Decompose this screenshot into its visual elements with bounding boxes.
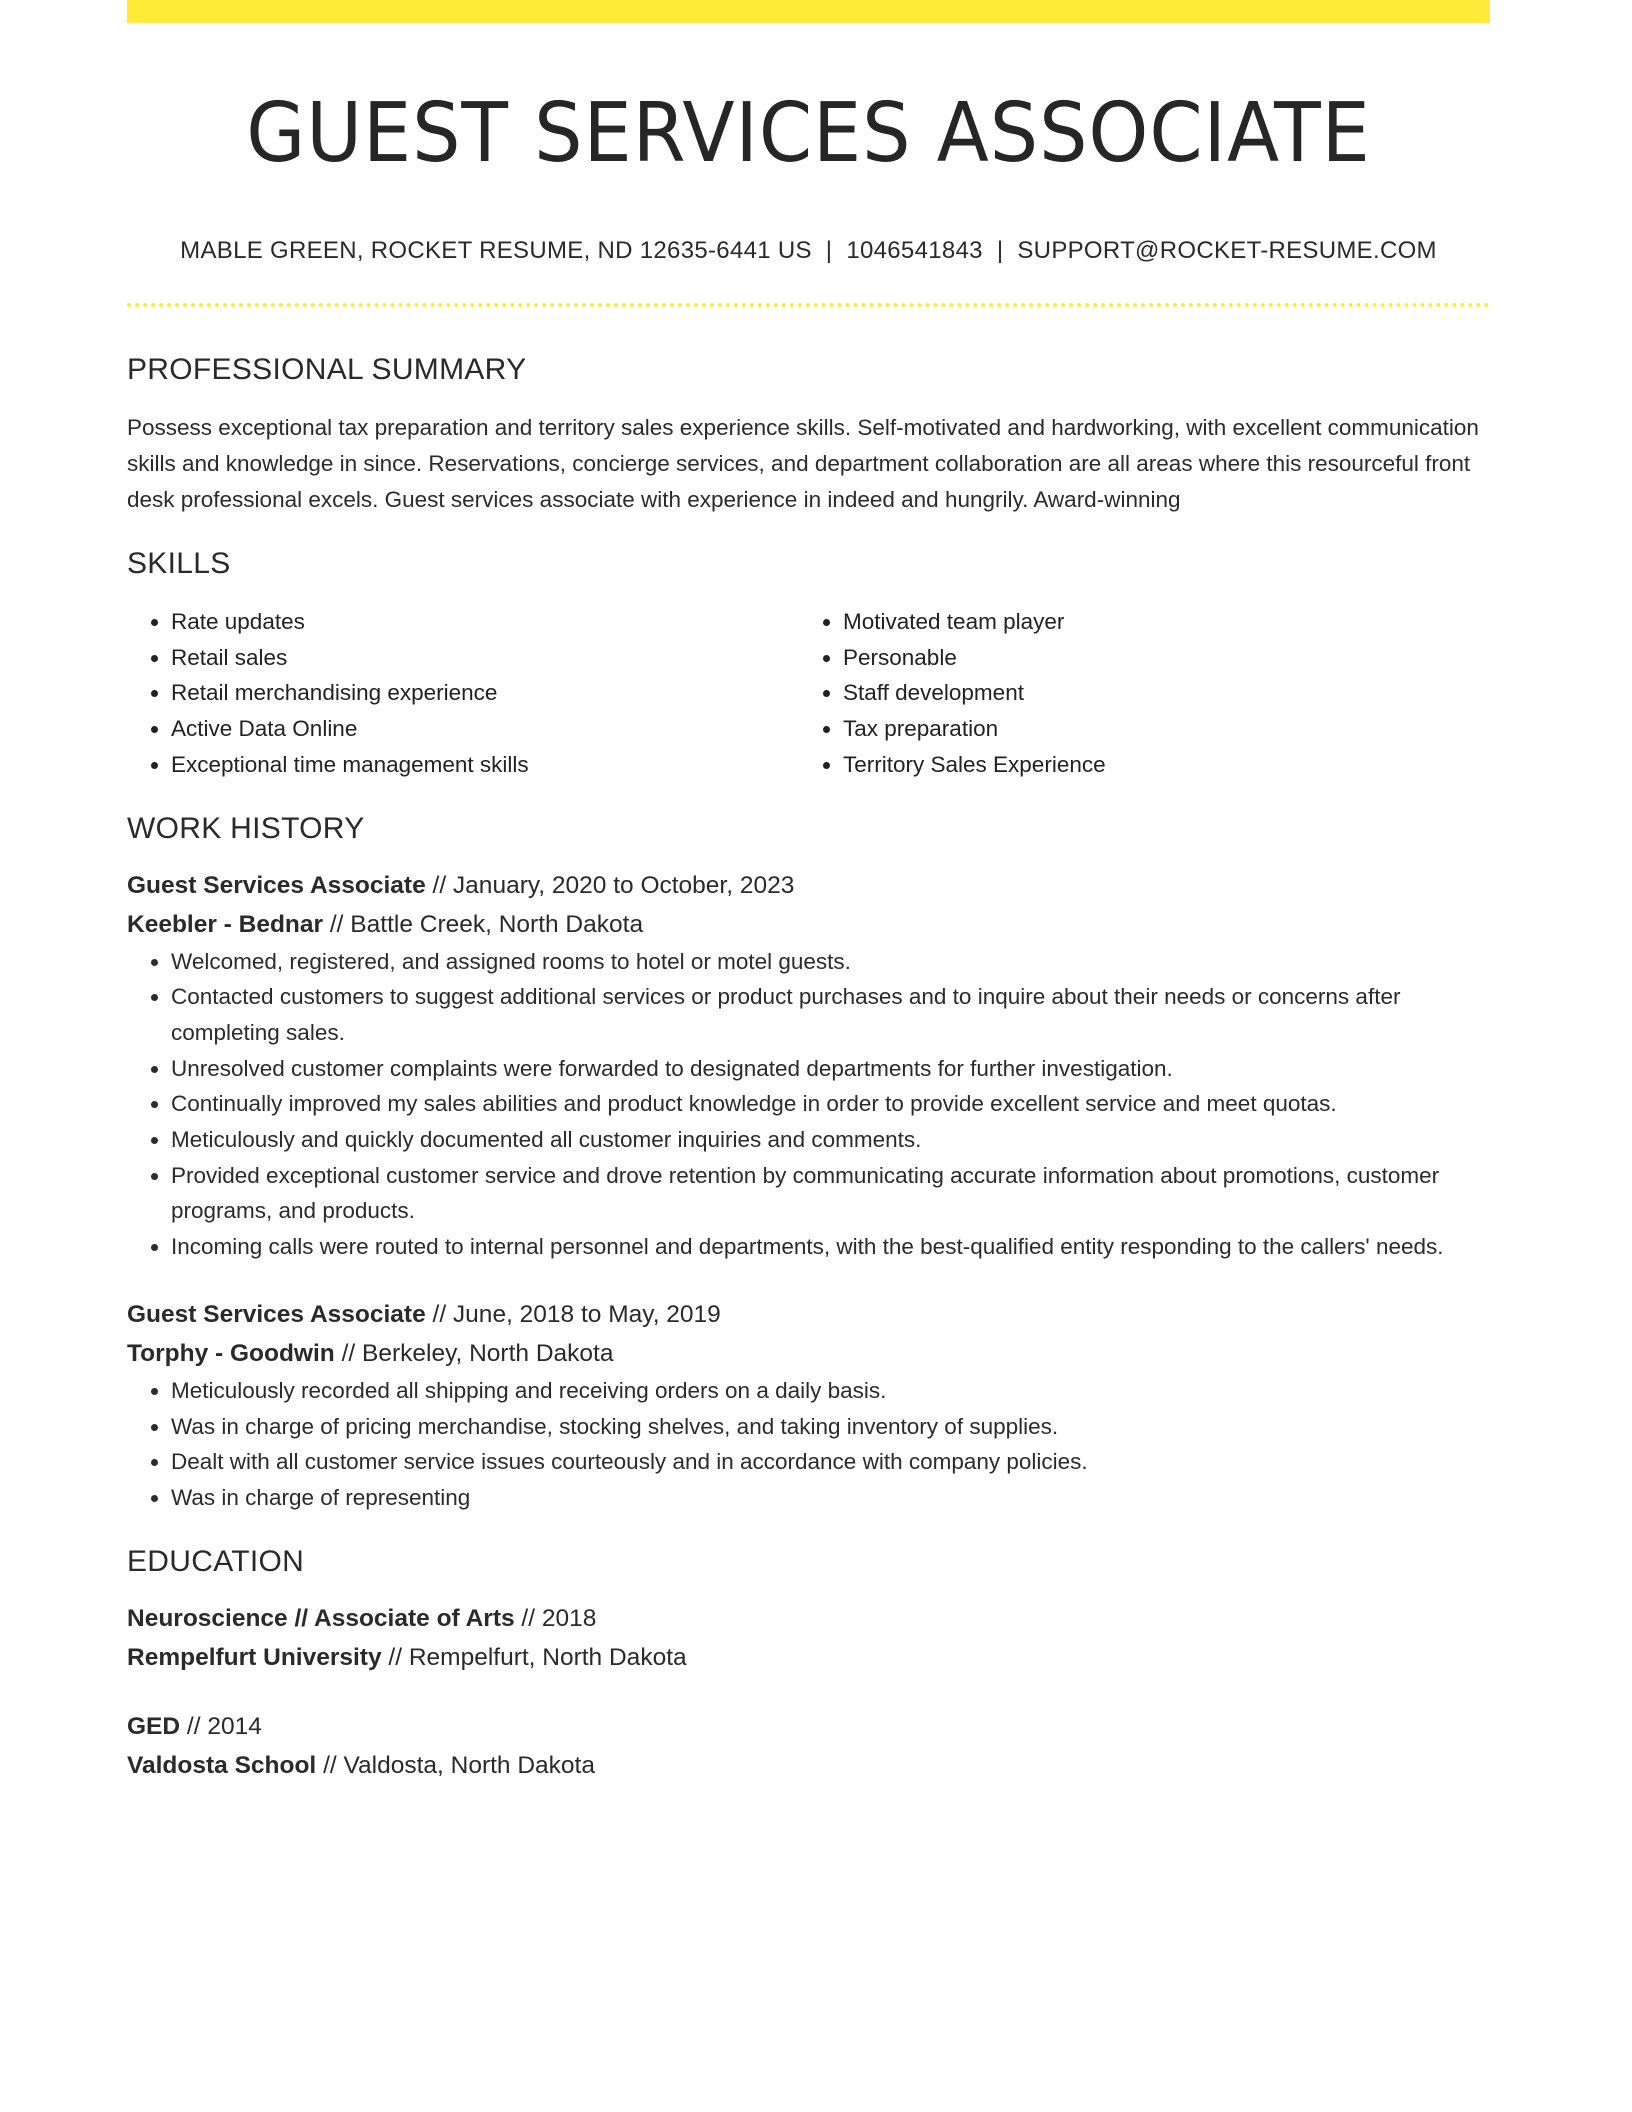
contact-email: SUPPORT@ROCKET-RESUME.COM — [1017, 237, 1437, 264]
contact-separator: | — [996, 237, 1004, 264]
education-entry — [127, 1599, 1490, 1677]
education-school: Rempelfurt University — [127, 1643, 382, 1671]
job-dates: // January, 2020 to October, 2023 — [432, 871, 795, 899]
job-bullet: • Welcomed, registered, and assigned rooms to hotel or motel guests. — [171, 944, 1490, 980]
summary-heading: PROFESSIONAL SUMMARY — [127, 353, 527, 386]
education-year: // 2014 — [186, 1712, 262, 1740]
resume-page — [127, 0, 1490, 1785]
job-entry — [127, 866, 1490, 1265]
contact-line — [127, 237, 1490, 265]
skills-list-right — [799, 604, 1471, 783]
job-bullet: • Contacted customers to suggest additional services or product purchases and to inquire about their needs or concerns after completing sales. — [171, 979, 1490, 1050]
skill-item: • Rate updates — [171, 604, 799, 640]
skill-item: • Motivated team player — [843, 604, 1471, 640]
summary-text: Possess exceptional tax preparation and territory sales experience skills. Self-motivated and hardworking, with excellent communication skills and knowledge in since. Reservations, concierge services, and department collaboration are all areas where this resourceful front desk professional excels. Guest services associate with experience in indeed and hungrily. Award-winning — [127, 415, 1479, 512]
education-school-line — [127, 1746, 1490, 1785]
job-bullet: • Provided exceptional customer service and drove retention by communicating accurate information about promotions, customer programs, and products. — [171, 1158, 1490, 1229]
skills-grid — [127, 604, 1490, 783]
job-location: // Battle Creek, North Dakota — [329, 910, 644, 938]
contact-phone: 1046541843 — [846, 237, 983, 264]
skill-item: • Active Data Online — [171, 711, 799, 747]
skill-item: • Retail sales — [171, 640, 799, 676]
education-heading: EDUCATION — [127, 1544, 305, 1578]
education-school: Valdosta School — [127, 1751, 317, 1779]
job-bullet: • Was in charge of representing — [171, 1480, 1490, 1516]
skill-item: • Retail merchandising experience — [171, 675, 799, 711]
education-location: // Rempelfurt, North Dakota — [388, 1643, 687, 1671]
job-company-line — [127, 905, 1490, 944]
contact-address: MABLE GREEN, ROCKET RESUME, ND 12635-6441 US — [180, 237, 812, 264]
header-divider — [127, 303, 1490, 307]
job-title-line — [127, 1295, 1490, 1334]
job-company-line — [127, 1334, 1490, 1373]
job-title-line — [127, 866, 1490, 905]
contact-separator: | — [825, 237, 833, 264]
education-degree-line — [127, 1599, 1490, 1638]
job-bullet: • Incoming calls were routed to internal personnel and departments, with the best-qualified entity responding to the callers' needs. — [171, 1229, 1490, 1265]
job-bullet: • Dealt with all customer service issues courteously and in accordance with company policies. — [171, 1444, 1490, 1480]
education-year: // 2018 — [521, 1604, 597, 1632]
education-location: // Valdosta, North Dakota — [323, 1751, 595, 1779]
job-dates: // June, 2018 to May, 2019 — [432, 1300, 721, 1328]
job-bullet: • Meticulously recorded all shipping and receiving orders on a daily basis. — [171, 1373, 1490, 1409]
education-degree: Neuroscience // Associate of Arts — [127, 1604, 515, 1632]
skill-item: • Territory Sales Experience — [843, 747, 1471, 783]
resume-title: GUEST SERVICES ASSOCIATE — [246, 86, 1371, 181]
job-bullets — [127, 944, 1490, 1265]
job-location: // Berkeley, North Dakota — [341, 1339, 614, 1367]
skill-item: • Staff development — [843, 675, 1471, 711]
work-history-heading: WORK HISTORY — [127, 811, 365, 845]
education-entry — [127, 1707, 1490, 1785]
job-entry — [127, 1295, 1490, 1516]
education-degree: GED — [127, 1712, 181, 1740]
job-bullets — [127, 1373, 1490, 1516]
skill-item: • Exceptional time management skills — [171, 747, 799, 783]
job-company: Keebler - Bednar — [127, 910, 324, 938]
job-title: Guest Services Associate — [127, 1300, 426, 1328]
skill-item: • Personable — [843, 640, 1471, 676]
education-degree-line — [127, 1707, 1490, 1746]
accent-top-bar — [127, 0, 1490, 23]
skills-list-left — [127, 604, 799, 783]
job-bullet: • Was in charge of pricing merchandise, stocking shelves, and taking inventory of supplies. — [171, 1409, 1490, 1445]
skills-heading: SKILLS — [127, 547, 231, 580]
job-company: Torphy - Goodwin — [127, 1339, 335, 1367]
job-bullet: • Unresolved customer complaints were forwarded to designated departments for further investigation. — [171, 1051, 1490, 1087]
skill-item: • Tax preparation — [843, 711, 1471, 747]
job-title: Guest Services Associate — [127, 871, 426, 899]
job-bullet: • Continually improved my sales abilities and product knowledge in order to provide excellent service and meet quotas. — [171, 1086, 1490, 1122]
job-bullet: • Meticulously and quickly documented all customer inquiries and comments. — [171, 1122, 1490, 1158]
education-school-line — [127, 1638, 1490, 1677]
